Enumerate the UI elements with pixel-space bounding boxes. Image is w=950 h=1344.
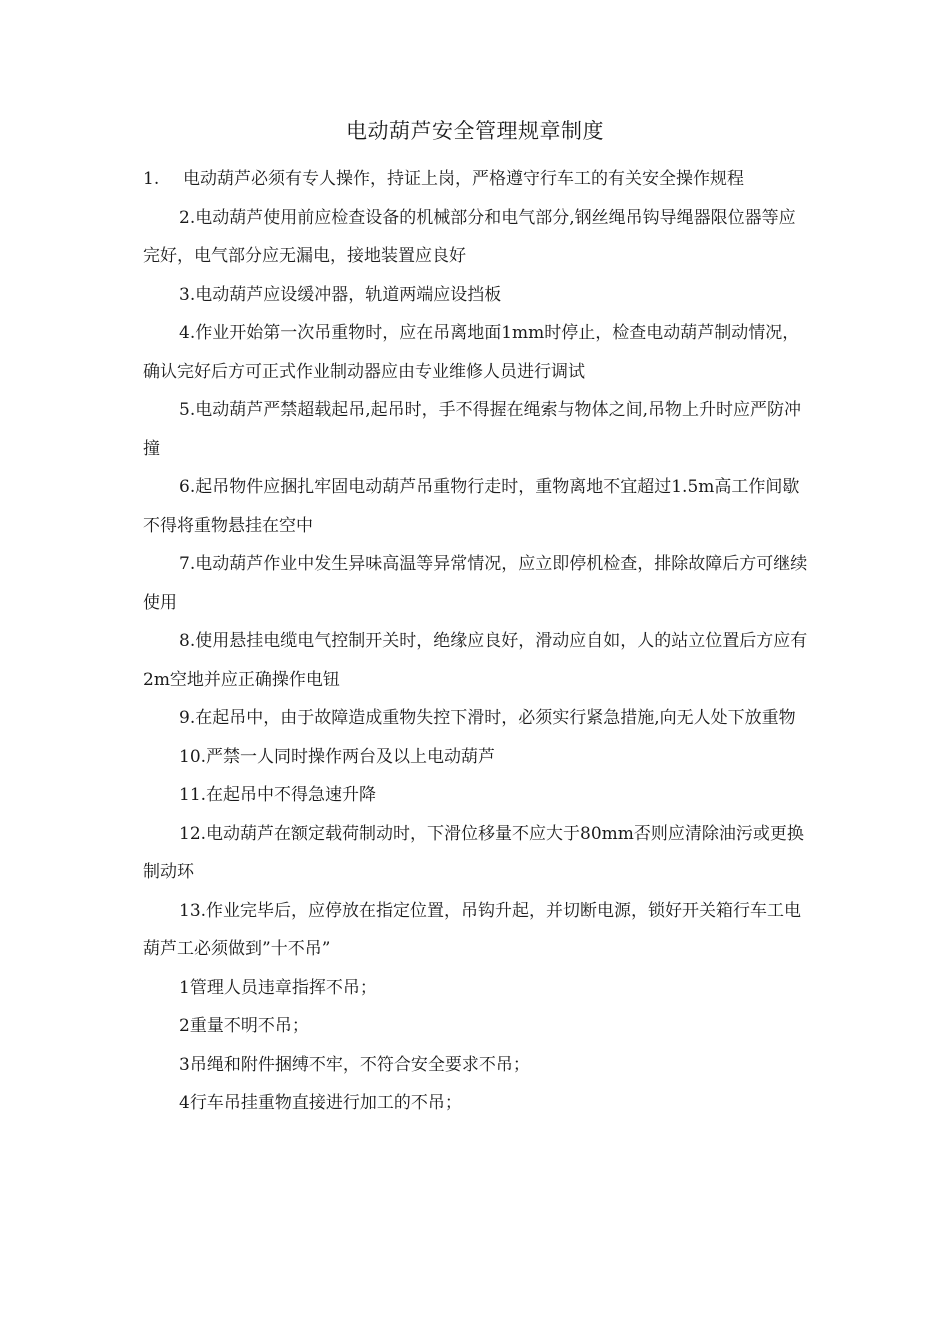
rule-item-5: 5.电动葫芦严禁超载起吊,起吊时，手不得握在绳索与物体之间,吊物上升时应严防冲撞: [143, 400, 802, 459]
rule-item-12: 12.电动葫芦在额定载荷制动时，下滑位移量不应大于80mm否则应清除油污或更换制动环: [143, 823, 804, 882]
rule-item-13: 13.作业完毕后，应停放在指定位置，吊钩升起，并切断电源，锁好开关箱行车工电葫芦工必须做到”十不吊”: [143, 900, 802, 959]
ten-no-lift-item-2: 2重量不明不吊；: [179, 1016, 309, 1036]
rule-item-8: 8.使用悬挂电缆电气控制开关时，绝缘应良好，滑动应自如，人的站立位置后方应有2m空地并应正确操作电钮: [143, 631, 808, 690]
rule-item-2: 2.电动葫芦使用前应检查设备的机械部分和电气部分,钢丝绳吊钩导绳器限位器等应完好，电气部分应无漏电，接地装置应良好: [143, 207, 796, 266]
rule-item-11: 11.在起吊中不得急速升降: [179, 785, 377, 805]
ten-no-lift-item-1: 1管理人员违章指挥不吊；: [179, 977, 377, 998]
rule-item-9: 9.在起吊中，由于故障造成重物失控下滑时，必须实行紧急措施,向无人处下放重物: [179, 708, 796, 728]
rule-item-6: 6.起吊物件应捆扎牢固电动葫芦吊重物行走时，重物离地不宜超过1.5m高工作间歇不得将重物悬挂在空中: [143, 477, 800, 536]
document-body: [143, 160, 808, 1123]
rule-item-7: 7.电动葫芦作业中发生异味高温等异常情况，应立即停机检查，排除故障后方可继续使用: [143, 554, 808, 613]
document-title: 电动葫芦安全管理规章制度: [346, 119, 604, 143]
rule-item-4: 4.作业开始第一次吊重物时，应在吊离地面1mm时停止，检查电动葫芦制动情况，确认完好后方可正式作业制动器应由专业维修人员进行调试: [143, 323, 800, 382]
rule-item-1-number: 1.: [143, 169, 160, 189]
rule-item-1-text: 电动葫芦必须有专人操作，持证上岗，严格遵守行车工的有关安全操作规程: [183, 169, 744, 189]
rule-item-10: 10.严禁一人同时操作两台及以上电动葫芦: [179, 746, 496, 767]
rule-item-1: [143, 160, 808, 199]
ten-no-lift-item-4: 4行车吊挂重物直接进行加工的不吊；: [179, 1093, 462, 1113]
ten-no-lift-item-3: 3吊绳和附件捆缚不牢，不符合安全要求不吊；: [179, 1054, 530, 1075]
rule-item-3: 3.电动葫芦应设缓冲器，轨道两端应设挡板: [179, 284, 502, 305]
